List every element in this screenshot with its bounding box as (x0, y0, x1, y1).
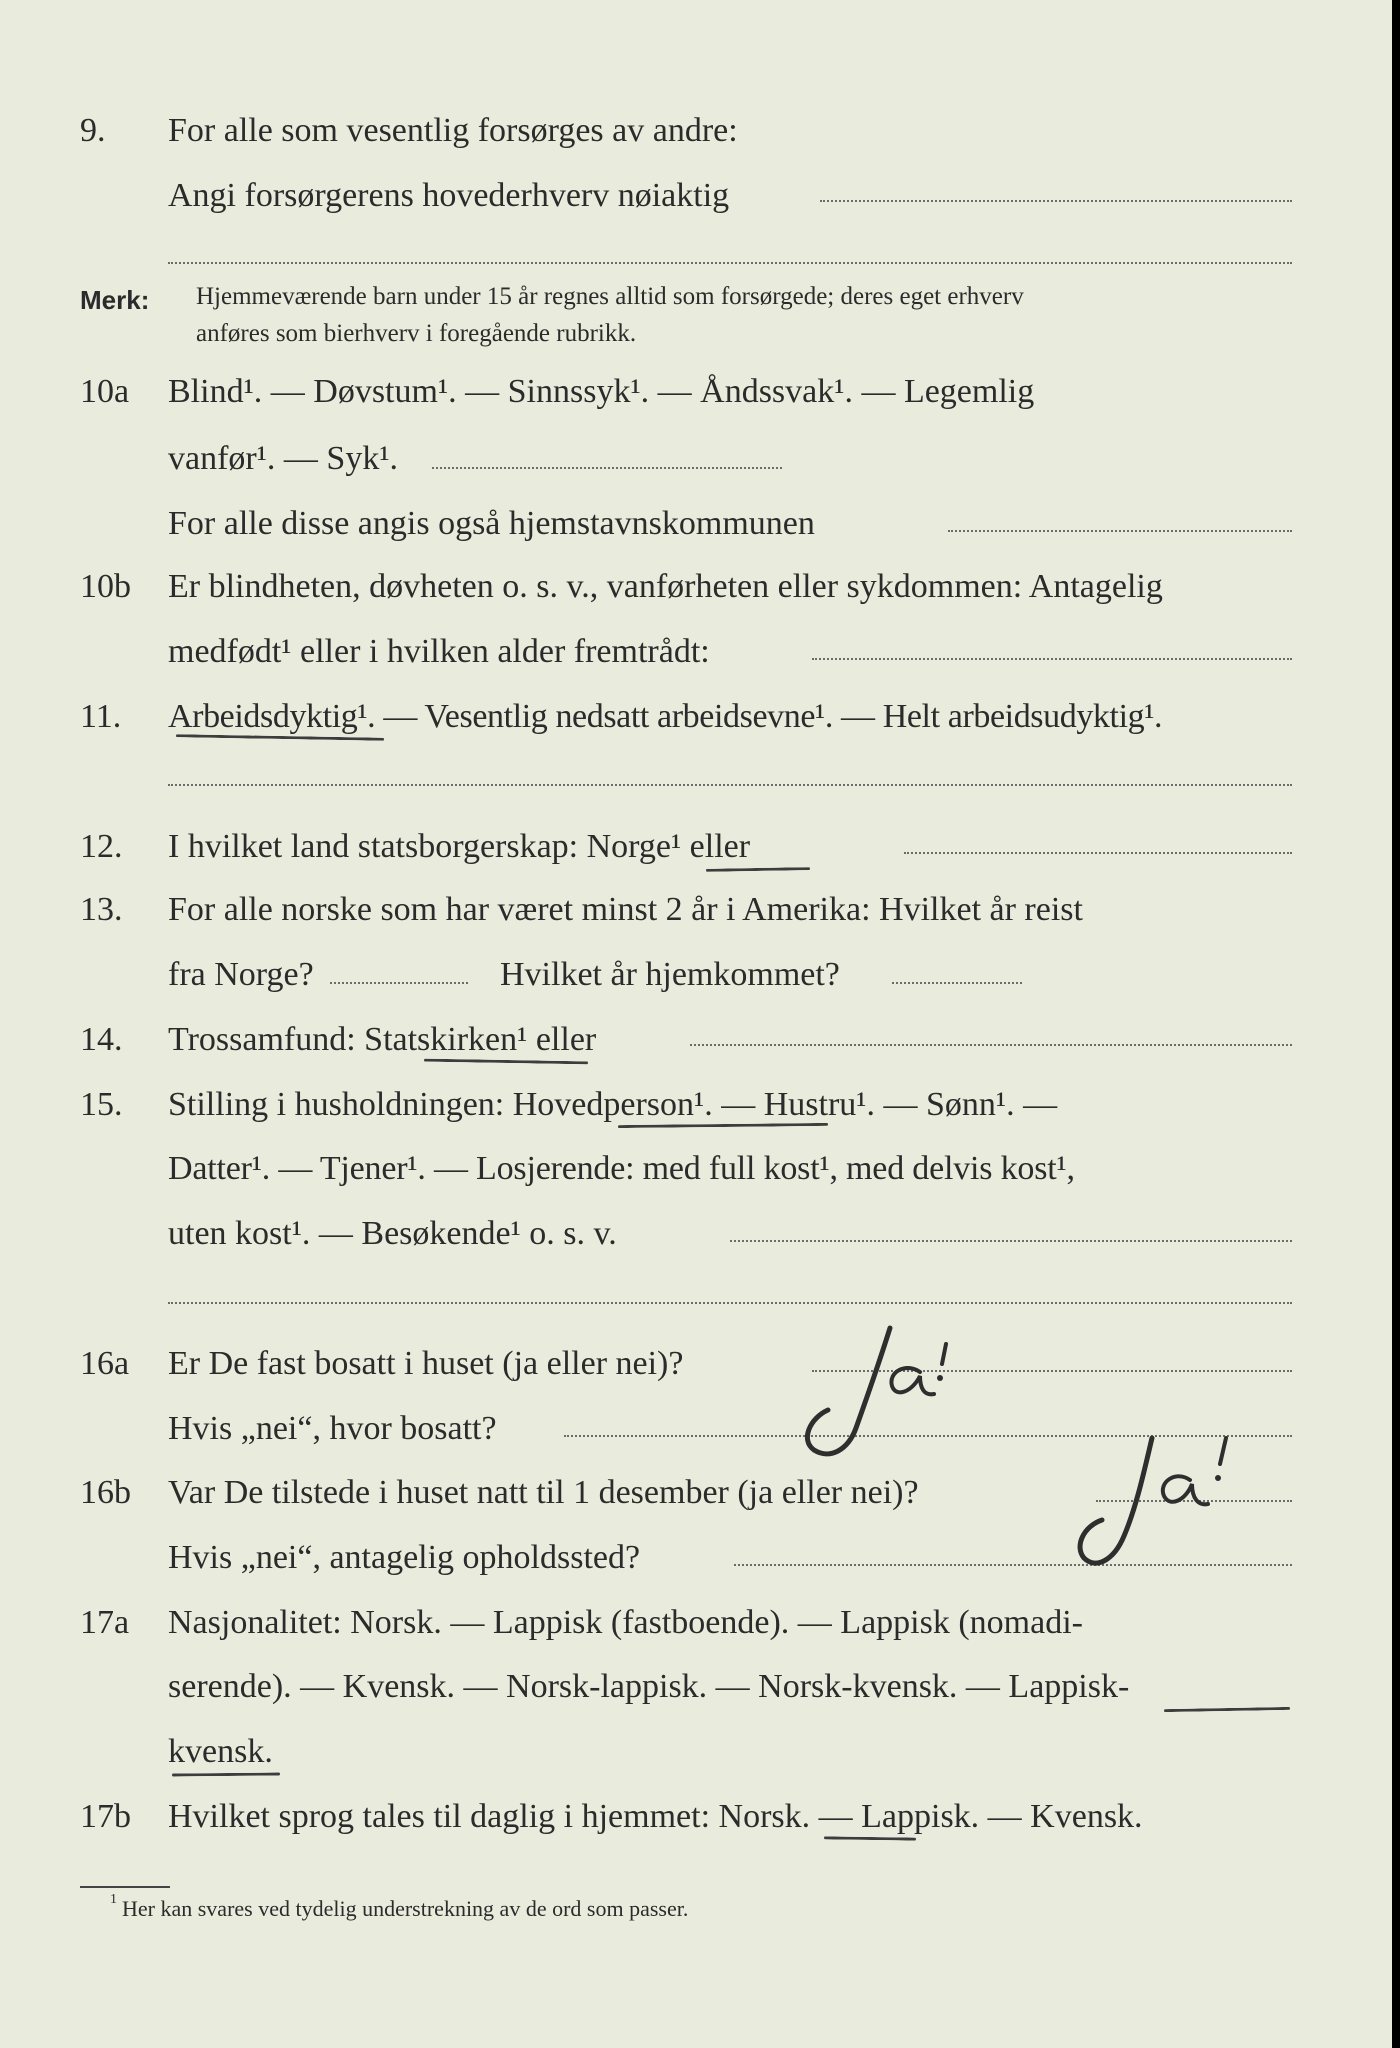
merk-note-line-2: anføres som bierhverv i foregående rubrikk. (196, 320, 637, 347)
item-10b-line-1: Er blindheten, døvheten o. s. v., vanførheten eller sykdommen: Antagelig (168, 568, 1163, 605)
item-17b-line-1: Hvilket sprog tales til daglig i hjemmet: Norsk. — Lappisk. — Kvensk. (168, 1798, 1143, 1835)
item-10a-line-1: Blind¹. — Døvstum¹. — Sinnssyk¹. — Åndssvak¹. — Legemlig (168, 373, 1035, 410)
footnote-rule (80, 1886, 170, 1888)
item-number-16a: 16a (80, 1345, 130, 1382)
footnote-text: Her kan svares ved tydelig understrekning av de ord som passer. (122, 1896, 689, 1921)
item-14-line-1: Trossamfund: Statskirken¹ eller (168, 1021, 597, 1058)
item-17b-handwritten-underline (824, 1836, 916, 1840)
item-14-answer-line[interactable] (690, 1044, 1292, 1046)
item-13-year-returned-line[interactable] (892, 982, 1022, 984)
item-15-answer-line[interactable] (730, 1240, 1292, 1242)
item-12-handwritten-underline (706, 867, 810, 872)
item-12-answer-line[interactable] (904, 852, 1292, 854)
item-16a-line-2: Hvis „nei“, hvor bosatt? (168, 1410, 497, 1447)
item-17a-handwritten-underline-2 (172, 1773, 280, 1777)
item-16b-handwritten-answer (1040, 1420, 1280, 1580)
item-13-line-2a: fra Norge? (168, 956, 314, 993)
item-number-17a: 17a (80, 1604, 130, 1641)
item-number-16b: 16b (80, 1474, 131, 1511)
item-9-answer-line-2[interactable] (168, 262, 1292, 264)
item-13-line-2b: Hvilket år hjemkommet? (500, 956, 840, 993)
item-9-answer-line[interactable] (820, 200, 1292, 202)
item-16b-line-2: Hvis „nei“, antagelig opholdssted? (168, 1539, 641, 1576)
item-9-question: For alle som vesentlig forsørges av andre: (168, 112, 738, 149)
item-number-13: 13. (80, 891, 123, 928)
item-10a-line-2: vanfør¹. — Syk¹. (168, 440, 399, 477)
merk-note-line-1: Hjemmeværende barn under 15 år regnes alltid som forsørgede; deres eget erhverv (196, 283, 1024, 310)
item-17a-line-1: Nasjonalitet: Norsk. — Lappisk (fastboende). — Lappisk (nomadi- (168, 1604, 1083, 1641)
item-number-12: 12. (80, 828, 123, 865)
item-15-line-3: uten kost¹. — Besøkende¹ o. s. v. (168, 1215, 617, 1252)
item-10a-hometown-line[interactable] (948, 530, 1292, 532)
merk-label: Merk: (80, 285, 150, 315)
item-10a-line-3: For alle disse angis også hjemstavnskommunen (168, 505, 815, 542)
item-11-answer-line[interactable] (168, 784, 1292, 786)
item-14-handwritten-underline (424, 1059, 588, 1065)
item-number-9: 9. (80, 112, 106, 149)
footnote-mark: 1 (110, 1892, 117, 1907)
item-15-line-2: Datter¹. — Tjener¹. — Losjerende: med full kost¹, med delvis kost¹, (168, 1150, 1075, 1187)
item-number-10b: 10b (80, 568, 131, 605)
item-10b-answer-line[interactable] (812, 658, 1292, 660)
item-12-line-1: I hvilket land statsborgerskap: Norge¹ eller (168, 828, 751, 865)
item-15-answer-line-2[interactable] (168, 1302, 1292, 1304)
item-15-line-1: Stilling i husholdningen: Hovedperson¹. — Hustru¹. — Sønn¹. — (168, 1086, 1058, 1123)
item-13-line-1: For alle norske som har været minst 2 år i Amerika: Hvilket år reist (168, 891, 1083, 928)
item-9-prompt: Angi forsørgerens hovederhverv nøiaktig (168, 177, 730, 214)
item-16a-line-1: Er De fast bosatt i huset (ja eller nei)? (168, 1345, 684, 1382)
item-10a-answer-line[interactable] (432, 467, 782, 469)
item-16b-line-1: Var De tilstede i huset natt til 1 desember (ja eller nei)? (168, 1474, 919, 1511)
item-number-11: 11. (80, 698, 122, 735)
item-number-10a: 10a (80, 373, 130, 410)
footnote (110, 1892, 689, 1922)
item-10b-line-2: medfødt¹ eller i hvilken alder fremtrådt: (168, 633, 710, 670)
item-17a-line-2: serende). — Kvensk. — Norsk-lappisk. — Norsk-kvensk. — Lappisk- (168, 1668, 1130, 1705)
item-16a-handwritten-answer (770, 1300, 990, 1470)
item-13-year-left-line[interactable] (330, 982, 468, 984)
item-17a-line-3: kvensk. (168, 1733, 273, 1770)
item-number-14: 14. (80, 1021, 123, 1058)
item-number-17b: 17b (80, 1798, 131, 1835)
item-17a-handwritten-underline-1 (1164, 1707, 1290, 1712)
item-number-15: 15. (80, 1086, 123, 1123)
item-11-line-1: Arbeidsdyktig¹. — Vesentlig nedsatt arbeidsevne¹. — Helt arbeidsudyktig¹. (168, 698, 1163, 735)
